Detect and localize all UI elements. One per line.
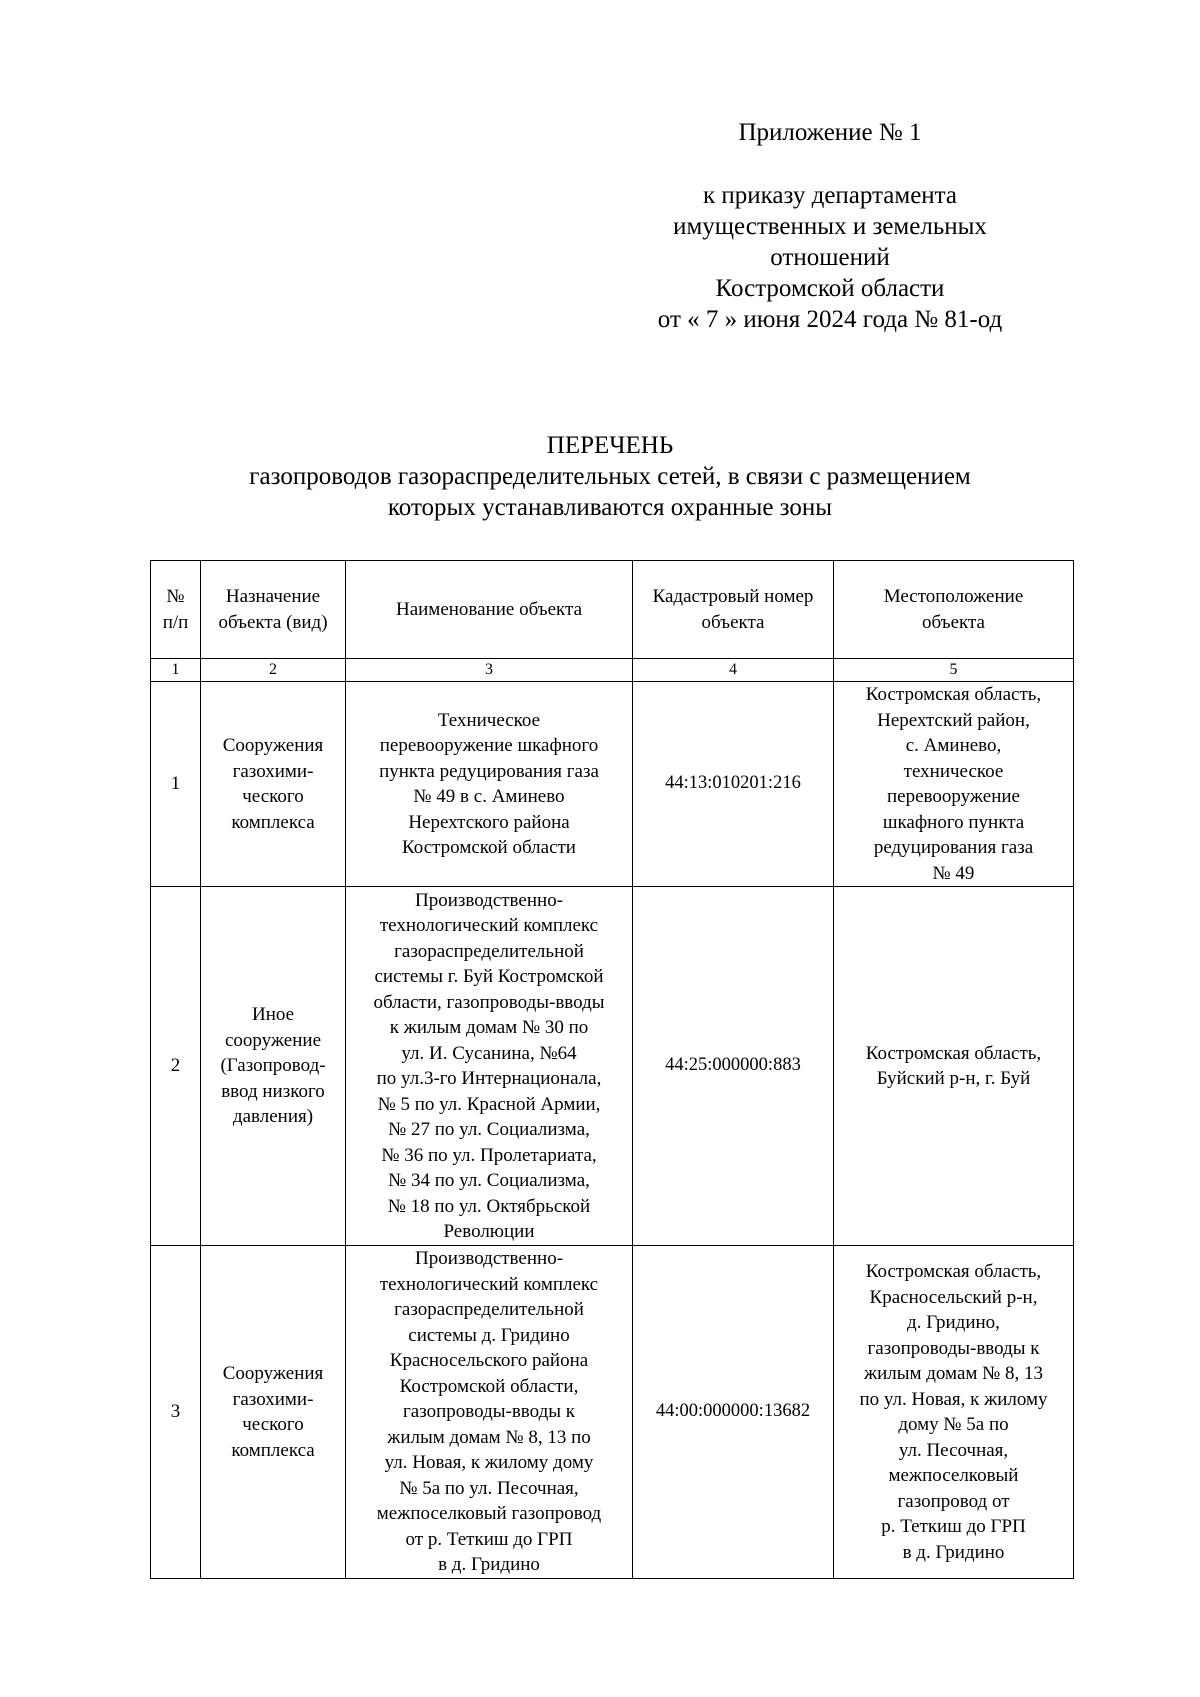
cell-line: № 49 <box>932 862 975 884</box>
header-cell <box>151 561 201 659</box>
object-type <box>201 682 346 887</box>
cell-line: жилым домам № 8, 13 <box>863 1363 1044 1384</box>
cell-line: № <box>166 586 185 607</box>
cell-line: д. Гридино, <box>907 1312 1000 1333</box>
cell-line: газораспределительной <box>394 1299 584 1321</box>
cell-line: перевооружение <box>887 786 1020 807</box>
cell-line: (Газопровод- <box>220 1055 326 1077</box>
document-title <box>130 430 1090 523</box>
cell-line: техническое <box>903 760 1004 782</box>
cell-line: Нерехтский район, <box>877 709 1030 731</box>
cell-line: ул. И. Сусанина, №64 <box>401 1042 577 1064</box>
table-row <box>151 682 1074 887</box>
cell-line: системы д. Гридино <box>408 1324 570 1346</box>
object-type <box>201 887 346 1246</box>
cell-line: по ул.3-го Интернационала, <box>376 1068 602 1089</box>
cell-line: шкафного пункта <box>882 811 1025 833</box>
cell-line: Сооружения <box>222 735 324 756</box>
cell-line: Революции <box>443 1221 535 1242</box>
cell-line: комплекса <box>231 811 315 833</box>
appendix-line: к приказу департамента <box>702 182 958 209</box>
title-line: газопроводов газораспределительных сетей, в связи с размещением <box>249 463 971 490</box>
cell-line: Производственно- <box>414 1248 564 1270</box>
header-cell <box>633 561 834 659</box>
appendix-line: Костромской области <box>715 275 945 302</box>
cell-line: газопровод от <box>897 1490 1010 1512</box>
column-number: 4 <box>633 659 834 682</box>
object-location <box>834 1246 1074 1579</box>
cell-line: Наименование объекта <box>395 598 583 620</box>
cadastral-number: 44:13:010201:216 <box>633 682 834 887</box>
header-cell <box>346 561 633 659</box>
cell-line: комплекса <box>231 1439 315 1461</box>
cadastral-number: 44:25:000000:883 <box>633 887 834 1246</box>
cell-line: газораспределительной <box>394 940 584 962</box>
cell-line: системы г. Буй Костромской <box>374 966 604 987</box>
cell-line: Нерехтского района <box>408 811 570 833</box>
cell-line: № 34 по ул. Социализма, <box>388 1170 590 1191</box>
cell-line: с. Аминево, <box>905 735 1002 756</box>
cell-line: ческого <box>242 1414 304 1435</box>
cell-line: редуцирования газа <box>873 837 1034 858</box>
table-header-row <box>151 561 1074 659</box>
cell-line: от р. Теткиш до ГРП <box>405 1528 573 1550</box>
cell-line: газопроводы-вводы к <box>867 1337 1040 1359</box>
appendix-line: отношений <box>770 244 890 271</box>
cell-line: газопроводы-вводы к <box>402 1401 576 1423</box>
table-row <box>151 887 1074 1246</box>
column-number: 3 <box>346 659 633 682</box>
cell-line: ул. Новая, к жилому дому <box>384 1452 594 1474</box>
cell-line: в д. Гридино <box>438 1554 540 1576</box>
cell-line: № 36 по ул. Пролетариата, <box>381 1144 597 1166</box>
cell-line: Местоположение <box>883 586 1024 607</box>
column-number: 2 <box>201 659 346 682</box>
cell-line: ввод низкого <box>221 1080 325 1102</box>
cell-line: перевооружение шкафного <box>379 735 599 756</box>
cell-line: давления) <box>232 1106 314 1128</box>
title-line: которых устанавливаются охранные зоны <box>387 494 833 521</box>
cell-line: Производственно- <box>414 889 564 911</box>
cell-line: области, газопроводы-вводы <box>373 991 605 1013</box>
cell-line: № 27 по ул. Социализма, <box>388 1119 590 1140</box>
cell-line: газохими- <box>232 760 314 782</box>
cell-line: Костромская область, <box>865 684 1042 705</box>
cell-line: № 5а по ул. Песочная, <box>399 1477 579 1499</box>
object-location <box>834 682 1074 887</box>
cell-line: № 18 по ул. Октябрьской <box>387 1195 591 1217</box>
column-number: 5 <box>834 659 1074 682</box>
cell-line: р. Теткиш до ГРП <box>881 1516 1026 1537</box>
cell-line: Кадастровый номер <box>652 586 814 607</box>
column-number-row <box>151 659 1074 682</box>
cell-line: сооружение <box>224 1029 321 1051</box>
cell-line: Красносельский р-н, <box>869 1286 1038 1308</box>
cell-line: объекта (вид) <box>218 611 328 633</box>
cell-line: Костромской области <box>402 837 576 858</box>
row-number: 1 <box>151 682 201 887</box>
cell-line: Техническое <box>437 709 541 731</box>
table-row <box>151 1246 1074 1579</box>
object-name <box>346 1246 633 1579</box>
cell-line: Иное <box>251 1004 295 1026</box>
cell-line: в д. Гридино <box>902 1541 1005 1563</box>
appendix-block <box>610 117 1050 335</box>
cell-line: объекта <box>922 611 985 633</box>
title-heading: ПЕРЕЧЕНЬ <box>546 432 674 459</box>
object-name <box>346 682 633 887</box>
cell-line: п/п <box>162 611 189 633</box>
object-name <box>346 887 633 1246</box>
cell-line: технологический комплекс <box>379 915 599 936</box>
header-cell <box>834 561 1074 659</box>
cell-line: ческого <box>242 786 304 807</box>
appendix-line: имущественных и земельных <box>673 213 987 240</box>
object-location <box>834 887 1074 1246</box>
cell-line: по ул. Новая, к жилому <box>859 1388 1048 1410</box>
pipelines-table <box>150 560 1074 1579</box>
cell-line: Сооружения <box>222 1363 324 1384</box>
cell-line: Назначение <box>225 586 321 607</box>
cell-line: технологический комплекс <box>379 1273 599 1295</box>
row-number: 3 <box>151 1246 201 1579</box>
cell-line: Костромская область, <box>865 1042 1042 1064</box>
cell-line: № 49 в с. Аминево <box>413 786 565 807</box>
cell-line: межпоселковый <box>888 1465 1019 1486</box>
cell-line: Красносельского района <box>389 1350 589 1372</box>
header-cell <box>201 561 346 659</box>
cell-line: жилым домам № 8, 13 по <box>387 1426 591 1448</box>
cell-line: газохими- <box>232 1388 314 1410</box>
cell-line: пункта редуцирования газа <box>379 760 599 782</box>
cell-line: № 5 по ул. Красной Армии, <box>377 1093 601 1115</box>
appendix-number: Приложение № 1 <box>738 119 922 146</box>
row-number: 2 <box>151 887 201 1246</box>
cadastral-number: 44:00:000000:13682 <box>633 1246 834 1579</box>
cell-line: Буйский р-н, г. Буй <box>876 1068 1031 1089</box>
cell-line: дому № 5а по <box>898 1414 1009 1435</box>
cell-line: Костромская область, <box>865 1261 1042 1282</box>
cell-line: объекта <box>701 611 765 633</box>
cell-line: Костромской области, <box>399 1375 579 1397</box>
cell-line: межпоселковый газопровод <box>376 1503 602 1525</box>
cell-line: к жилым домам № 30 по <box>389 1017 589 1038</box>
cell-line: ул. Песочная, <box>898 1439 1009 1461</box>
object-type <box>201 1246 346 1579</box>
appendix-line: от « 7 » июня 2024 года № 81-од <box>657 306 1003 333</box>
column-number: 1 <box>151 659 201 682</box>
